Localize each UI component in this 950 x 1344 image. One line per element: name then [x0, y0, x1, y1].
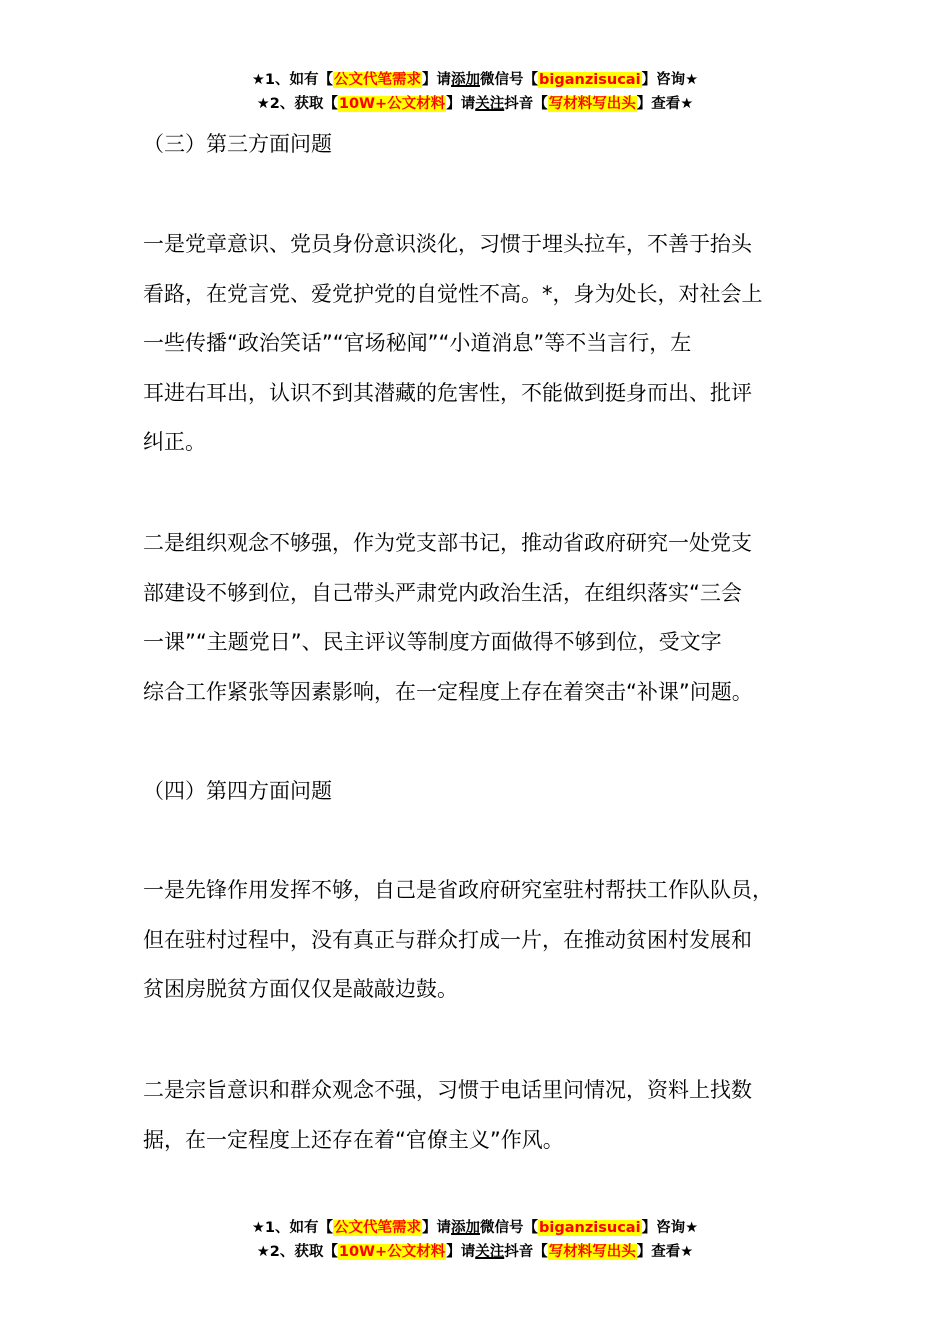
banner-line-1 — [0, 1216, 950, 1240]
banner-text: 】请 — [446, 1244, 476, 1260]
banner-text: 】查看★ — [636, 1244, 694, 1260]
banner-douyin-id: 写材料写出头 — [548, 96, 636, 112]
banner-text: 】请 — [422, 72, 452, 88]
paragraph-line: 二是组织观念不够强，作为党支部书记，推动省政府研究一处党支 — [143, 531, 752, 555]
paragraph-line: 耳进右耳出，认识不到其潜藏的危害性，不能做到挺身而出、批评 — [143, 380, 752, 405]
banner-highlight: 公文代笔需求 — [334, 72, 422, 88]
paragraph-line: 纠正。 — [143, 430, 206, 454]
banner-text: ★2、获取【 — [256, 96, 338, 112]
paragraph-1 — [143, 220, 833, 468]
header-banner — [0, 68, 950, 116]
paragraph-line: 看路，在党言党、爱党护党的自觉性不高。*，身为处长，对社会上 — [143, 281, 763, 306]
banner-highlight: 10W+公文材料 — [338, 1244, 446, 1260]
banner-douyin-id: 写材料写出头 — [548, 1244, 636, 1260]
paragraph-2 — [143, 519, 833, 717]
banner-text: 微信号【 — [480, 1220, 539, 1236]
banner-line-2 — [0, 1240, 950, 1264]
paragraph-3 — [143, 866, 833, 1015]
section-heading-4: （四）第四方面问题 — [143, 779, 332, 803]
paragraph-line: 一是先锋作用发挥不够，自己是省政府研究室驻村帮扶工作队队员， — [143, 878, 773, 902]
banner-highlight: 10W+公文材料 — [338, 96, 446, 112]
banner-underline: 关注 — [475, 96, 505, 112]
paragraph-line: 一课”“主题党日”、民主评议等制度方面做得不够到位，受文字 — [143, 630, 722, 654]
section-heading-3: （三）第三方面问题 — [143, 132, 332, 156]
banner-wechat-id: biganzisucai — [539, 72, 641, 88]
banner-text: 】查看★ — [636, 96, 694, 112]
banner-text: ★1、如有【 — [251, 72, 334, 88]
footer-banner — [0, 1216, 950, 1264]
paragraph-line: 部建设不够到位，自己带头严肃党内政治生活，在组织落实“三会 — [143, 580, 742, 605]
banner-line-1 — [0, 68, 950, 92]
banner-text: 】咨询★ — [641, 72, 699, 88]
banner-text: 】咨询★ — [641, 1220, 699, 1236]
paragraph-line: 贫困房脱贫方面仅仅是敲敲边鼓。 — [143, 977, 458, 1001]
paragraph-line: 据，在一定程度上还存在着“官僚主义”作风。 — [143, 1127, 564, 1152]
banner-text: 】请 — [446, 96, 476, 112]
banner-text: 微信号【 — [480, 72, 539, 88]
banner-text: 抖音【 — [504, 1244, 548, 1260]
banner-wechat-id: biganzisucai — [539, 1220, 641, 1236]
banner-line-2 — [0, 92, 950, 116]
paragraph-line: 但在驻村过程中，没有真正与群众打成一片，在推动贫困村发展和 — [143, 927, 752, 952]
banner-text: 】请 — [422, 1220, 452, 1236]
banner-text: ★1、如有【 — [251, 1220, 334, 1236]
banner-underline: 添加 — [451, 1220, 481, 1236]
banner-underline: 关注 — [475, 1244, 505, 1260]
paragraph-line: 综合工作紧张等因素影响，在一定程度上存在着突击“补课”问题。 — [143, 679, 753, 704]
paragraph-line: 一些传播“政治笑话”“官场秘闻”“小道消息”等不当言行，左 — [143, 331, 692, 355]
banner-underline: 添加 — [451, 72, 481, 88]
paragraph-4 — [143, 1066, 833, 1165]
paragraph-line: 一是党章意识、党员身份意识淡化，习惯于埋头拉车，不善于抬头 — [143, 232, 752, 256]
paragraph-line: 二是宗旨意识和群众观念不强，习惯于电话里问情况，资料上找数 — [143, 1078, 752, 1102]
banner-text: 抖音【 — [504, 96, 548, 112]
banner-text: ★2、获取【 — [256, 1244, 338, 1260]
banner-highlight: 公文代笔需求 — [334, 1220, 422, 1236]
